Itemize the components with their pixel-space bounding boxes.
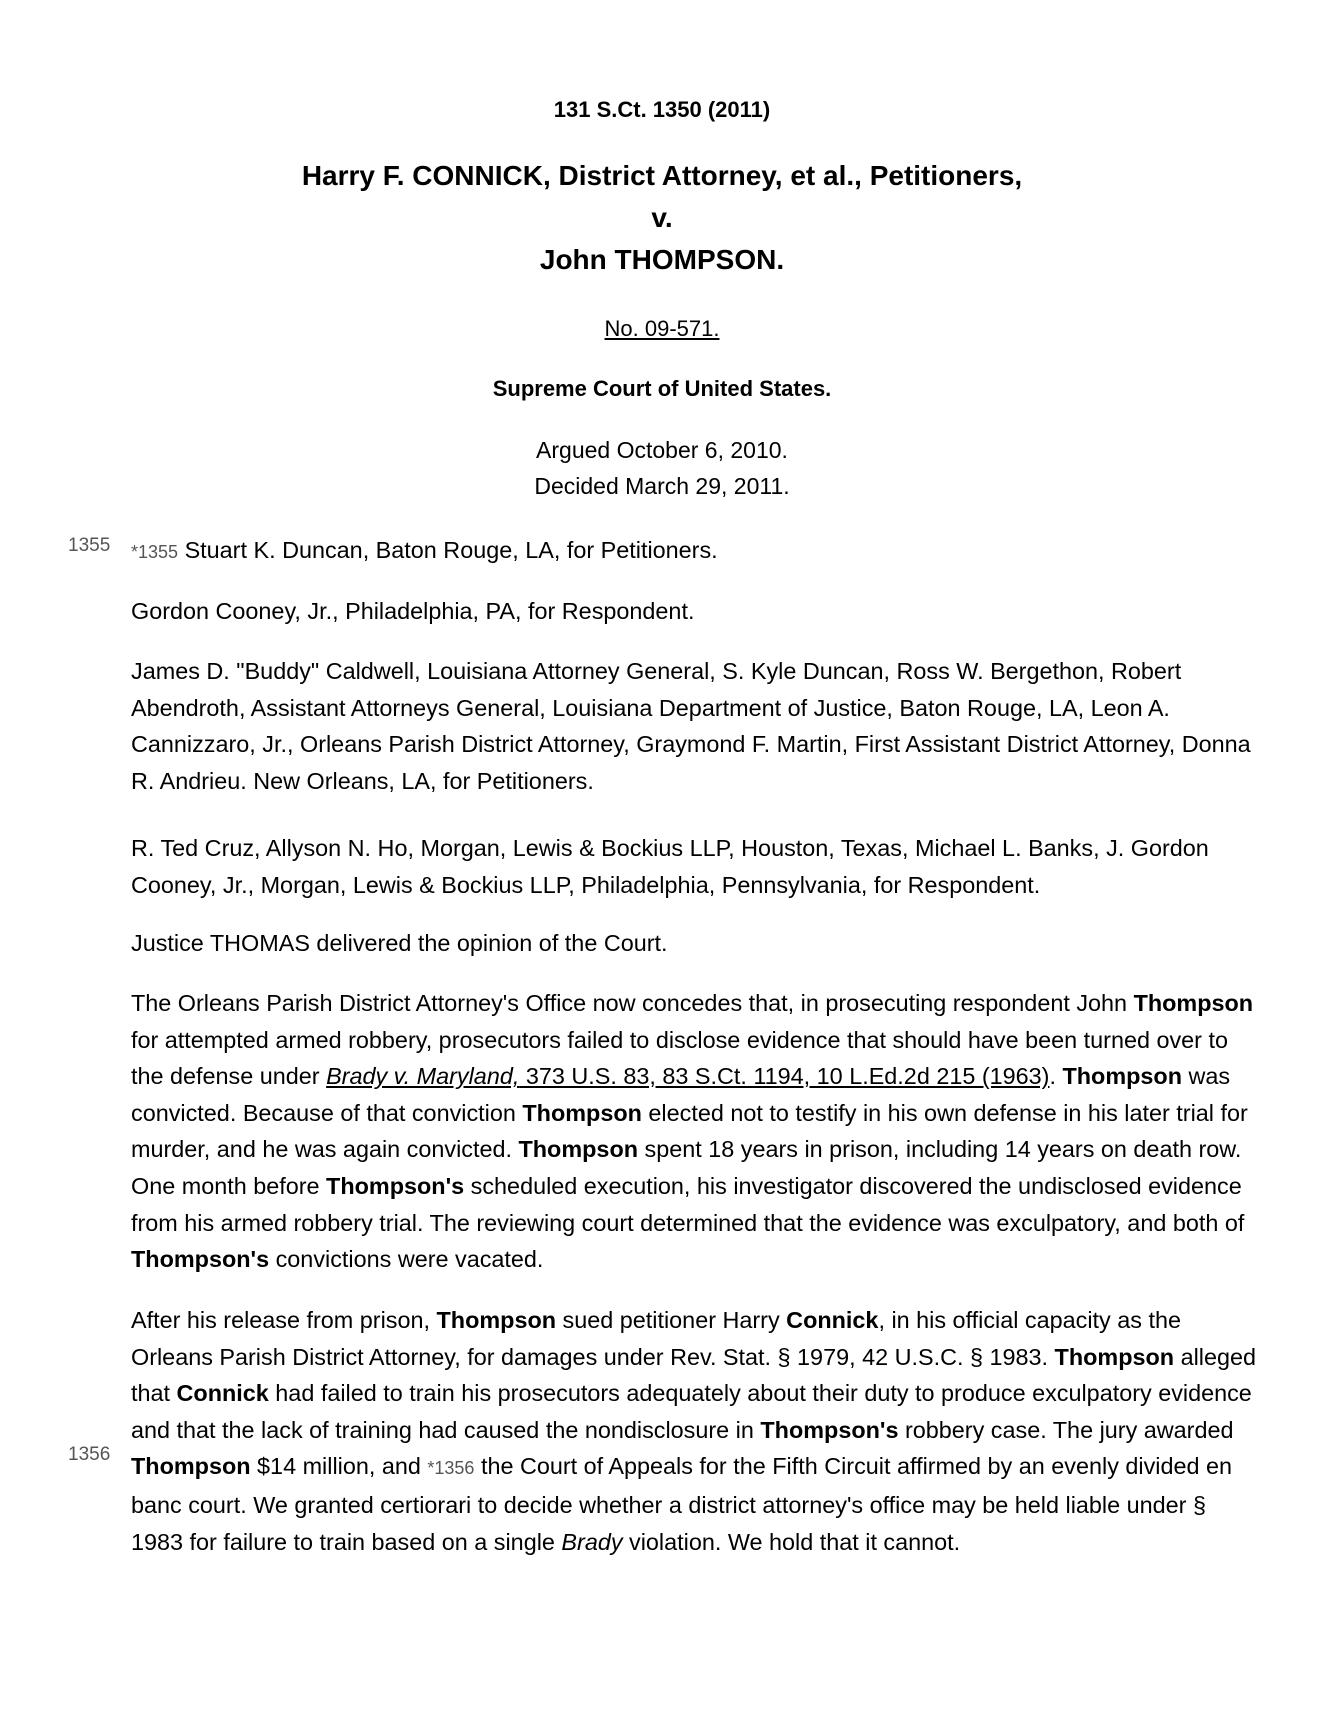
text-run: violation. We hold that it cannot.: [622, 1528, 961, 1555]
text-run: robbery case. The jury awarded: [898, 1416, 1234, 1443]
respondent-caption: John THOMPSON.: [539, 244, 785, 275]
text-run: the Court of Appeals for the Fifth Circuit affirmed by an evenly divided en banc court. We granted certiorari to decide whether a district attorney's office may be held liable under § 1983 for failure to train based on a single: [131, 1453, 1233, 1555]
versus-caption: v.: [651, 202, 673, 233]
argued-date: Argued October 6, 2010.: [536, 437, 788, 463]
case-citation: 131 S.Ct. 1350 (2011): [553, 97, 771, 122]
party-name: Thompson: [522, 1099, 642, 1126]
party-name: Thompson: [1062, 1063, 1183, 1090]
party-name: Thompson: [131, 1453, 251, 1480]
counsel-paragraph: Gordon Cooney, Jr., Philadelphia, PA, for Respondent.: [131, 598, 695, 624]
party-name: Connick: [176, 1380, 269, 1407]
margin-page-number: 1356: [68, 1444, 111, 1465]
party-name: Thompson's: [760, 1416, 899, 1443]
decided-date: Decided March 29, 2011.: [534, 473, 790, 499]
margin-page-number: 1355: [68, 535, 111, 556]
party-name: Thompson: [1054, 1343, 1175, 1370]
text-run: After his release from prison,: [131, 1307, 437, 1333]
text-run: convictions were vacated.: [269, 1246, 544, 1273]
text-run: alleged that: [131, 1343, 1257, 1407]
text-run: elected not to testify in his own defense in his later trial for murder, and he was again convicted.: [131, 1099, 1248, 1163]
text-run: $14 million, and: [250, 1453, 428, 1480]
opinion-author-line: Justice THOMAS delivered the opinion of the Court.: [131, 930, 668, 956]
case-name: Brady v. Maryland,: [326, 1063, 520, 1090]
opinion-paragraph: [131, 985, 1261, 1278]
star-page-marker: *1355: [131, 542, 179, 562]
star-page-marker: *1356: [427, 1458, 475, 1479]
counsel-paragraph: [131, 532, 1261, 571]
counsel-paragraph: James D. "Buddy" Caldwell, Louisiana Attorney General, S. Kyle Duncan, Ross W. Bergethon, Robert Abendroth, Assistant Attorneys General, Louisiana Department of Justice, Baton Rouge, LA, Leon A. Cannizzaro, Jr., Orleans Parish District Attorney, Graymond F. Martin, First Assistant District Attorney, Donna R. Andrieu. New Orleans, LA, for Petitioners.: [131, 658, 1251, 794]
party-name: Thompson's: [131, 1246, 270, 1273]
reporter-cite: 373 U.S. 83, 83 S.Ct. 1194, 10 L.Ed.2d 215 (1963): [519, 1063, 1050, 1090]
party-name: Thompson: [1133, 990, 1254, 1016]
docket-number: [0, 316, 1324, 342]
counsel-paragraph: R. Ted Cruz, Allyson N. Ho, Morgan, Lewis & Bockius LLP, Houston, Texas, Michael L. Banks, J. Gordon Cooney, Jr., Morgan, Lewis & Bockius LLP, Philadelphia, Pennsylvania, for Respondent.: [131, 835, 1209, 898]
party-name: Connick: [786, 1307, 879, 1333]
text-run: .: [1049, 1063, 1063, 1090]
brady-citation-link[interactable]: [326, 1063, 1049, 1089]
opinion-paragraph: [131, 1302, 1261, 1560]
text-run: The Orleans Parish District Attorney's Office now concedes that, in prosecuting respondent John: [131, 990, 1134, 1016]
party-name: Thompson: [518, 1136, 639, 1163]
text-run: for attempted armed robbery, prosecutors failed to disclose evidence that should have been turned over to the defense under: [131, 1026, 1228, 1090]
text-run: scheduled execution, his investigator discovered the undisclosed evidence from his armed robbery trial. The reviewing court determined that the evidence was exculpatory, and both of: [131, 1172, 1245, 1236]
text-run: had failed to train his prosecutors adequately about their duty to produce exculpatory evidence and that the lack of training had caused the nondisclosure in: [131, 1380, 1252, 1443]
party-name: Thompson: [436, 1307, 557, 1333]
docket-link[interactable]: No. 09-571.: [604, 316, 720, 341]
text-run: was convicted. Because of that conviction: [131, 1063, 1231, 1126]
petitioner-caption: Harry F. CONNICK, District Attorney, et al., Petitioners,: [301, 160, 1023, 191]
text-run: spent 18 years in prison, including 14 years on death row. One month before: [131, 1136, 1242, 1199]
court-name: Supreme Court of United States.: [492, 376, 832, 401]
party-name: Thompson's: [326, 1172, 465, 1199]
text-run: sued petitioner Harry: [556, 1307, 787, 1333]
case-name: Brady: [561, 1528, 623, 1555]
counsel-text: Stuart K. Duncan, Baton Rouge, LA, for Petitioners.: [184, 537, 718, 563]
text-run: , in his official capacity as the Orleans Parish District Attorney, for damages under Rev. Stat. § 1979, 42 U.S.C. § 1983.: [131, 1307, 1181, 1370]
